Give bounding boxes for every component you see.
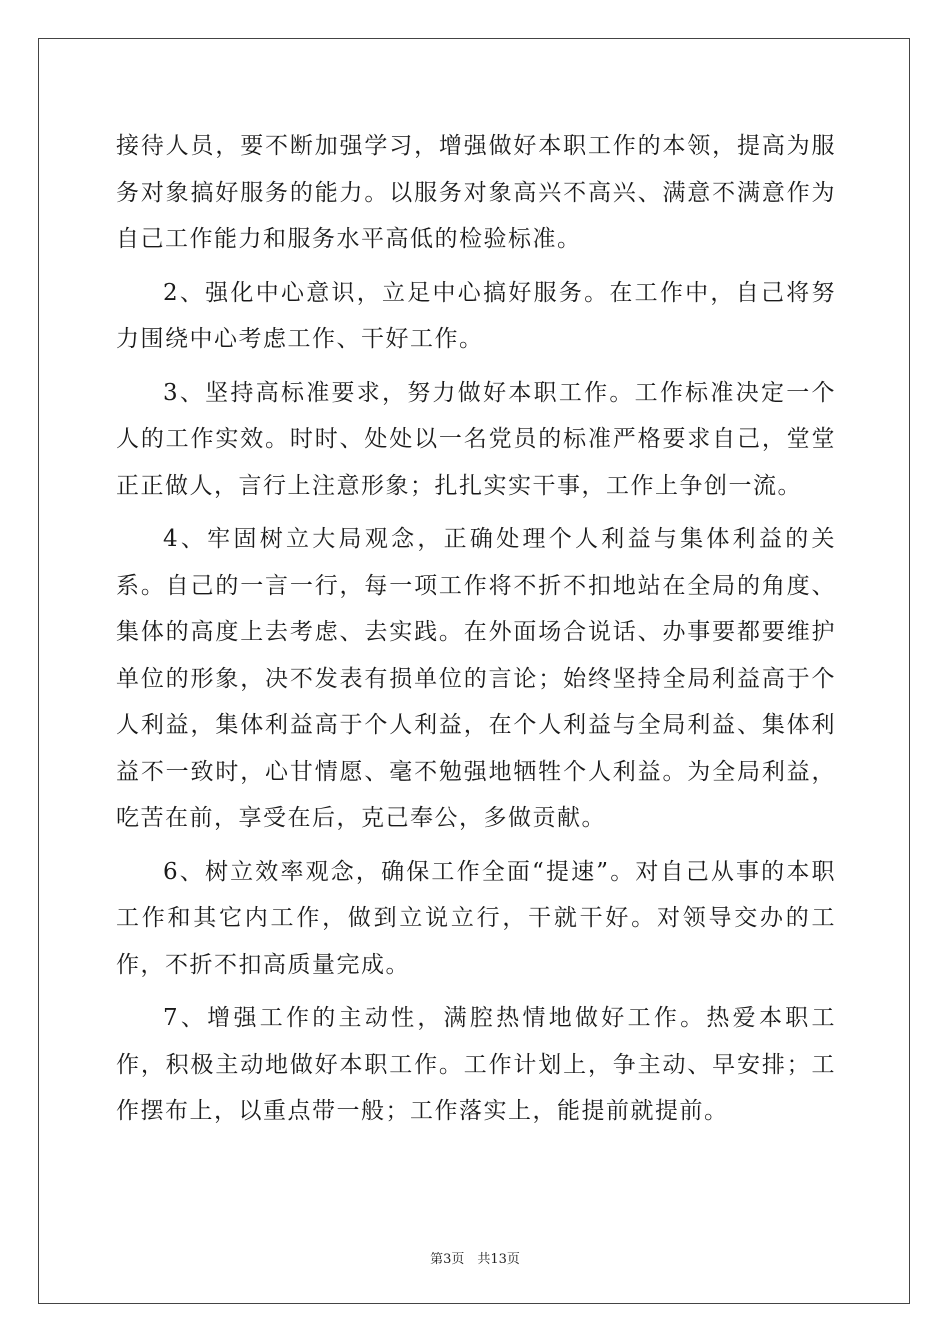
paragraph-continuation: 接待人员，要不断加强学习，增强做好本职工作的本领，提高为服务对象搞好服务的能力。以服务对象高兴不高兴、满意不满意作为自己工作能力和服务水平高低的检验标准。 bbox=[116, 133, 836, 252]
paragraph-item-4: 4、牢固树立大局观念，正确处理个人利益与集体利益的关系。自己的一言一行，每一项工作将不折不扣地站在全局的角度、集体的高度上去考虑、去实践。在外面场合说话、办事要都要维护单位的形象，决不发表有损单位的言论；始终坚持全局利益高于个人利益，集体利益高于个人利益，在个人利益与全局利益、集体利益不一致时，心甘情愿、毫不勉强地牺牲个人利益。为全局利益，吃苦在前，享受在后，克己奉公，多做贡献。 bbox=[116, 526, 836, 831]
document-body bbox=[116, 123, 836, 1135]
paragraph-item-2: 2、强化中心意识，立足中心搞好服务。在工作中，自己将努力围绕中心考虑工作、干好工作。 bbox=[116, 279, 836, 352]
paragraph-item-3: 3、坚持高标准要求，努力做好本职工作。工作标准决定一个人的工作实效。时时、处处以一名党员的标准严格要求自己，堂堂正正做人，言行上注意形象；扎扎实实干事，工作上争创一流。 bbox=[116, 379, 836, 499]
paragraph-item-6: 6、树立效率观念，确保工作全面“提速”。对自己从事的本职工作和其它内工作，做到立说立行，干就干好。对领导交办的工作，不折不扣高质量完成。 bbox=[116, 858, 836, 978]
paragraph-item-7: 7、增强工作的主动性，满腔热情地做好工作。热爱本职工作，积极主动地做好本职工作。工作计划上，争主动、早安排；工作摆布上，以重点带一般；工作落实上，能提前就提前。 bbox=[116, 1005, 836, 1124]
page-number-footer: 第3页 共13页 bbox=[430, 1252, 520, 1267]
